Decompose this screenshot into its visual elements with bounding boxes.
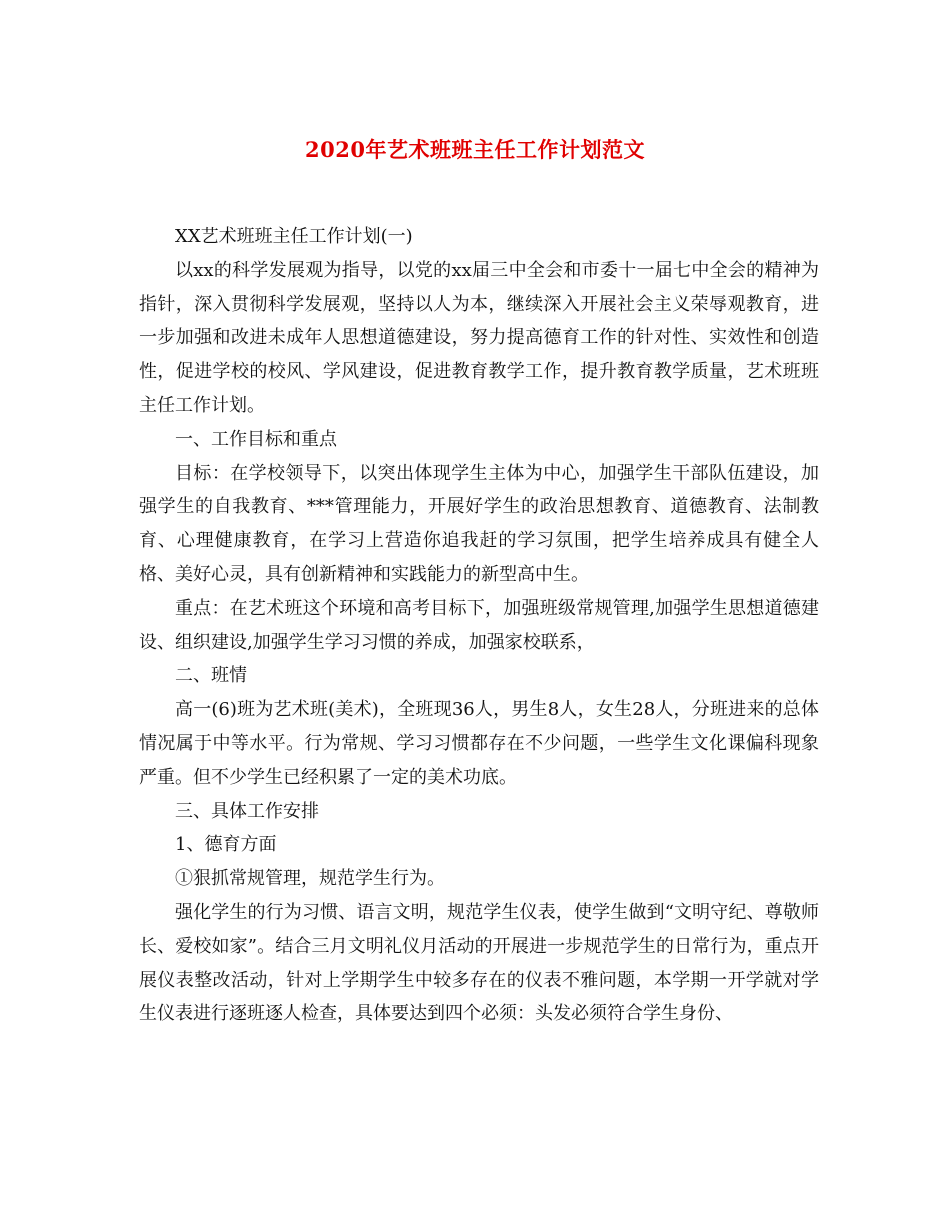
paragraph-class-info: 高一(6)班为艺术班(美术)，全班现36人，男生8人，女生28人，分班进来的总体情况属于中等水平。行为常规、学习习惯都存在不少问题，一些学生文化课偏科现象严重。但不少学生已经积累了一定的美术功底。 [139, 699, 819, 788]
subheading-moral-education: 1、德育方面 [175, 834, 277, 856]
section-heading-goals: 一、工作目标和重点 [175, 428, 337, 450]
section-heading-arrangement: 三、具体工作安排 [175, 800, 319, 822]
paragraph-behavior: 强化学生的行为习惯、语言文明，规范学生仪表，使学生做到“文明守纪、尊敬师长、爱校如家”。结合三月文明礼仪月活动的开展进一步规范学生的日常行为，重点开展仪表整改活动，针对上学期学生中较多存在的仪表不雅问题，本学期一开学就对学生仪表进行逐班逐人检查，具体要达到四个必须：头发必须符合学生身份、 [139, 901, 819, 1025]
section-heading-class: 二、班情 [175, 665, 247, 687]
document-body [139, 220, 819, 1031]
paragraph-focus: 重点：在艺术班这个环境和高考目标下，加强班级常规管理,加强学生思想道德建设、组织建设,加强学生学习习惯的养成，加强家校联系， [139, 597, 819, 653]
document-title: 2020年艺术班班主任工作计划范文 [305, 137, 645, 162]
paragraph-goal: 目标：在学校领导下，以突出体现学生主体为中心，加强学生干部队伍建设，加强学生的自我教育、***管理能力，开展好学生的政治思想教育、道德教育、法制教育、心理健康教育，在学习上营造你追我赶的学习氛围，把学生培养成具有健全人格、美好心灵，具有创新精神和实践能力的新型高中生。 [139, 462, 819, 585]
paragraph-intro: 以xx的科学发展观为指导，以党的xx届三中全会和市委十一届七中全会的精神为指针，深入贯彻科学发展观，坚持以人为本，继续深入开展社会主义荣辱观教育，进一步加强和改进未成年人思想道德建设，努力提高德育工作的针对性、实效性和创造性，促进学校的校风、学风建设，促进教育教学工作，提升教育教学质量，艺术班班主任工作计划。 [139, 259, 819, 416]
paragraph-subtitle: XX艺术班班主任工作计划(一) [175, 226, 413, 247]
subheading-routine-management: ①狠抓常规管理，规范学生行为。 [175, 868, 445, 890]
